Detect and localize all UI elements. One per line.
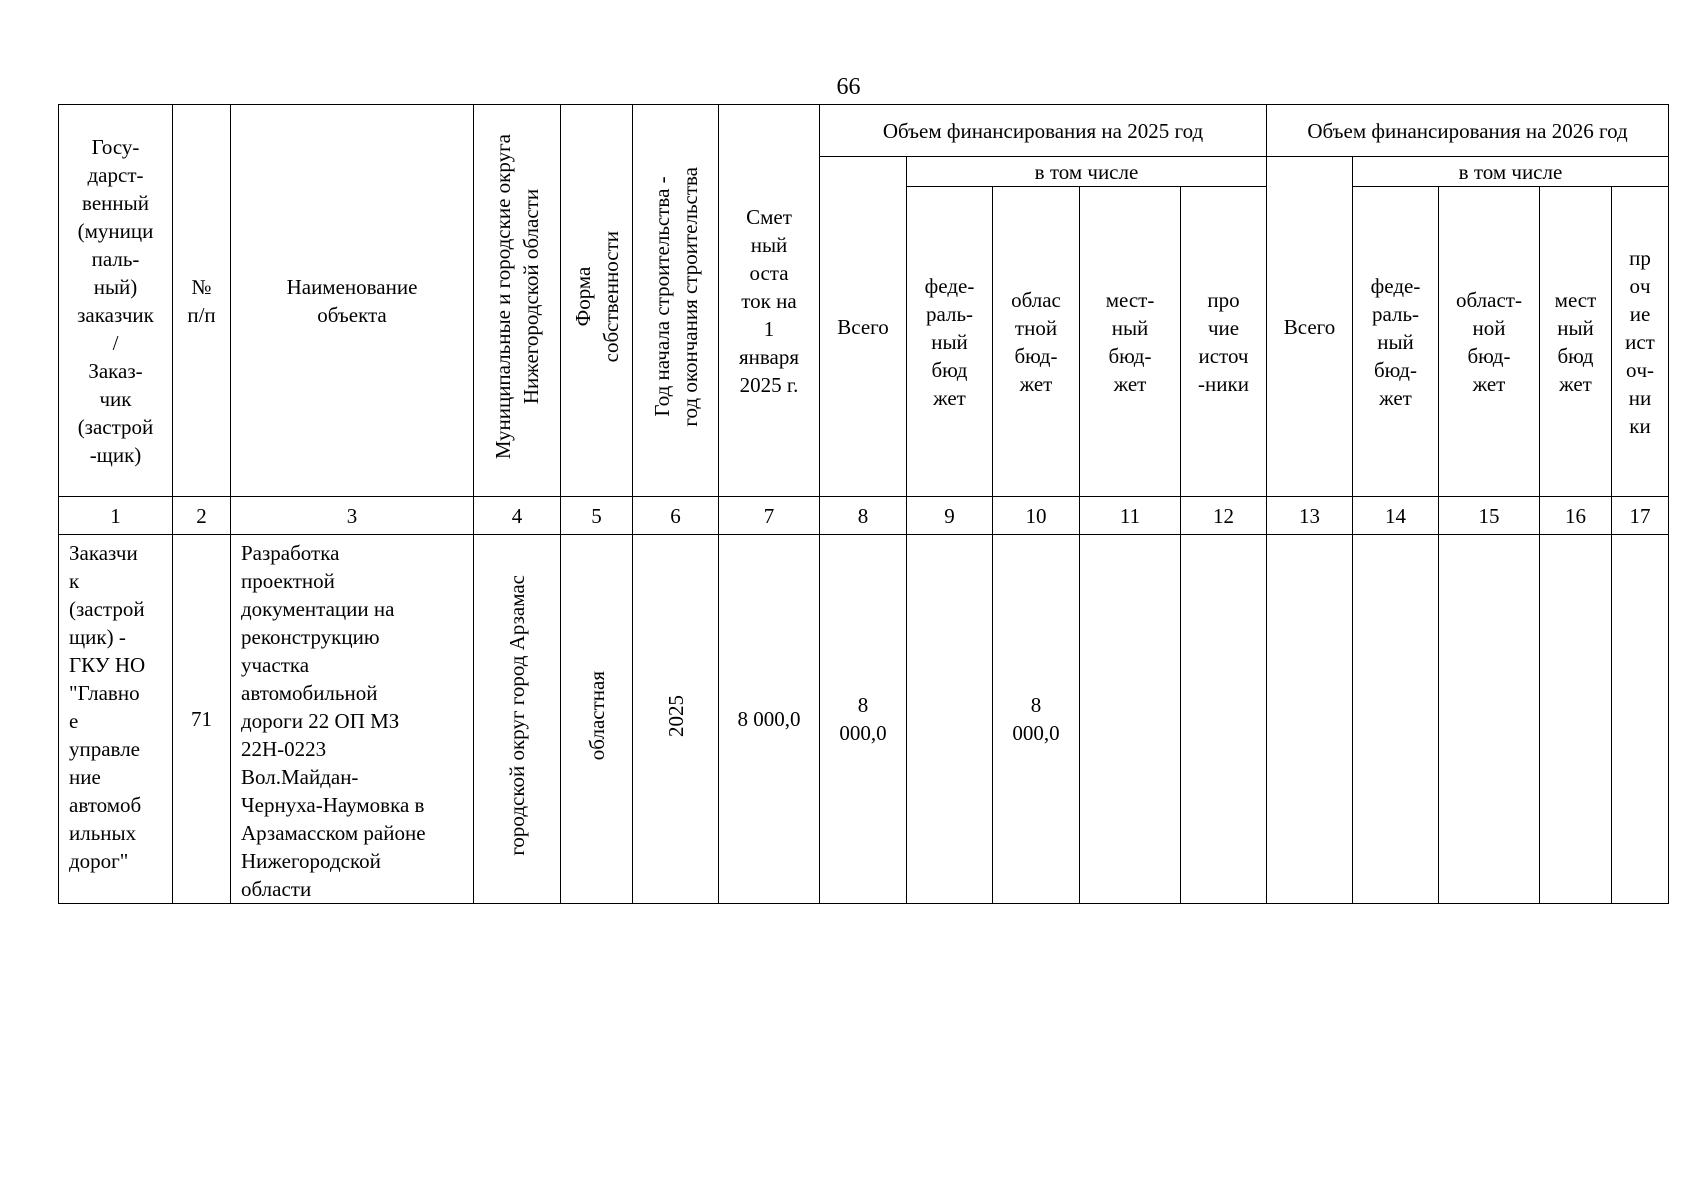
header-funding-2026: Объем финансирования на 2026 год	[1267, 105, 1669, 157]
column-number: 14	[1353, 497, 1439, 535]
header-other-2025: про чие источ -ники	[1181, 187, 1267, 497]
cell-district	[474, 535, 561, 904]
cell-regional-2025: 8 000,0	[993, 535, 1080, 904]
column-numbers-row	[59, 497, 1669, 535]
header-including-2025: в том числе	[907, 157, 1267, 187]
header-total-2026: Всего	[1267, 157, 1353, 497]
column-number: 12	[1181, 497, 1267, 535]
header-including-2026: в том числе	[1353, 157, 1669, 187]
column-number: 1	[59, 497, 173, 535]
cell-number: 71	[173, 535, 231, 904]
column-number: 4	[474, 497, 561, 535]
cell-local-2025	[1080, 535, 1181, 904]
cell-local-2026	[1540, 535, 1612, 904]
header-other-2026: пр oч ие ист oч- ни ки	[1612, 187, 1669, 497]
header-total-2025: Всего	[820, 157, 907, 497]
header-ownership-form	[561, 105, 633, 497]
cell-ownership-text: областная	[584, 670, 609, 761]
cell-other-2025	[1181, 535, 1267, 904]
header-municipal-districts-text: Муниципальные и городские округа Нижегородской области	[491, 134, 543, 460]
cell-regional-2026	[1439, 535, 1540, 904]
column-number: 3	[231, 497, 474, 535]
cell-object-name: Разработка проектной документации на реконструкцию участка автомобильной дороги 22 ОП МЗ 22Н-0223 Вол.Майдан- Чернуха-Наумовка в Арзамасском районе Нижегородской области	[231, 535, 474, 904]
header-construction-years-text: Год начала строительства - год окончания строительства	[649, 167, 702, 427]
column-number: 15	[1439, 497, 1540, 535]
cell-federal-2025	[907, 535, 993, 904]
column-number: 8	[820, 497, 907, 535]
header-regional-2026: област- ной бюд- жет	[1439, 187, 1540, 497]
page-number: 66	[836, 74, 861, 100]
header-object-name: Наименование объекта	[231, 105, 474, 497]
cell-total-2026	[1267, 535, 1353, 904]
header-construction-years	[633, 105, 719, 497]
cell-years	[633, 535, 719, 904]
cell-total-2025: 8 000,0	[820, 535, 907, 904]
header-local-2026: мест ный бюд жет	[1540, 187, 1612, 497]
column-number: 5	[561, 497, 633, 535]
header-customer: Госу- дарст- венный (муници паль- ный) заказчик / Заказ- чик (застрой -щик)	[59, 105, 173, 497]
column-number: 2	[173, 497, 231, 535]
header-number: № п/п	[173, 105, 231, 497]
column-number: 17	[1612, 497, 1669, 535]
column-number: 7	[719, 497, 820, 535]
header-local-2025: мест- ный бюд- жет	[1080, 187, 1181, 497]
header-row-1	[59, 105, 1669, 157]
header-federal-2025: феде- раль- ный бюд жет	[907, 187, 993, 497]
column-number: 6	[633, 497, 719, 535]
cell-federal-2026	[1353, 535, 1439, 904]
cell-ownership	[561, 535, 633, 904]
cell-other-2026	[1612, 535, 1669, 904]
header-ownership-form-text: Форма собственности	[570, 231, 623, 363]
header-funding-2025: Объем финансирования на 2025 год	[820, 105, 1267, 157]
header-estimated-balance: Смет ный оста ток на 1 января 2025 г.	[719, 105, 820, 497]
table-row	[59, 535, 1669, 904]
cell-years-text: 2025	[663, 694, 688, 737]
column-number: 13	[1267, 497, 1353, 535]
column-number: 10	[993, 497, 1080, 535]
column-number: 16	[1540, 497, 1612, 535]
financing-table	[58, 104, 1669, 904]
cell-district-text: городской округ город Арзамас	[505, 575, 529, 856]
column-number: 9	[907, 497, 993, 535]
column-number: 11	[1080, 497, 1181, 535]
header-regional-2025: облас тной бюд- жет	[993, 187, 1080, 497]
cell-customer: Заказчи к (застрой щик) - ГКУ НО "Главно е управле ние автомоб ильных дорог"	[59, 535, 173, 904]
header-federal-2026: феде- раль- ный бюд- жет	[1353, 187, 1439, 497]
header-municipal-districts	[474, 105, 561, 497]
cell-estimated-balance: 8 000,0	[719, 535, 820, 904]
